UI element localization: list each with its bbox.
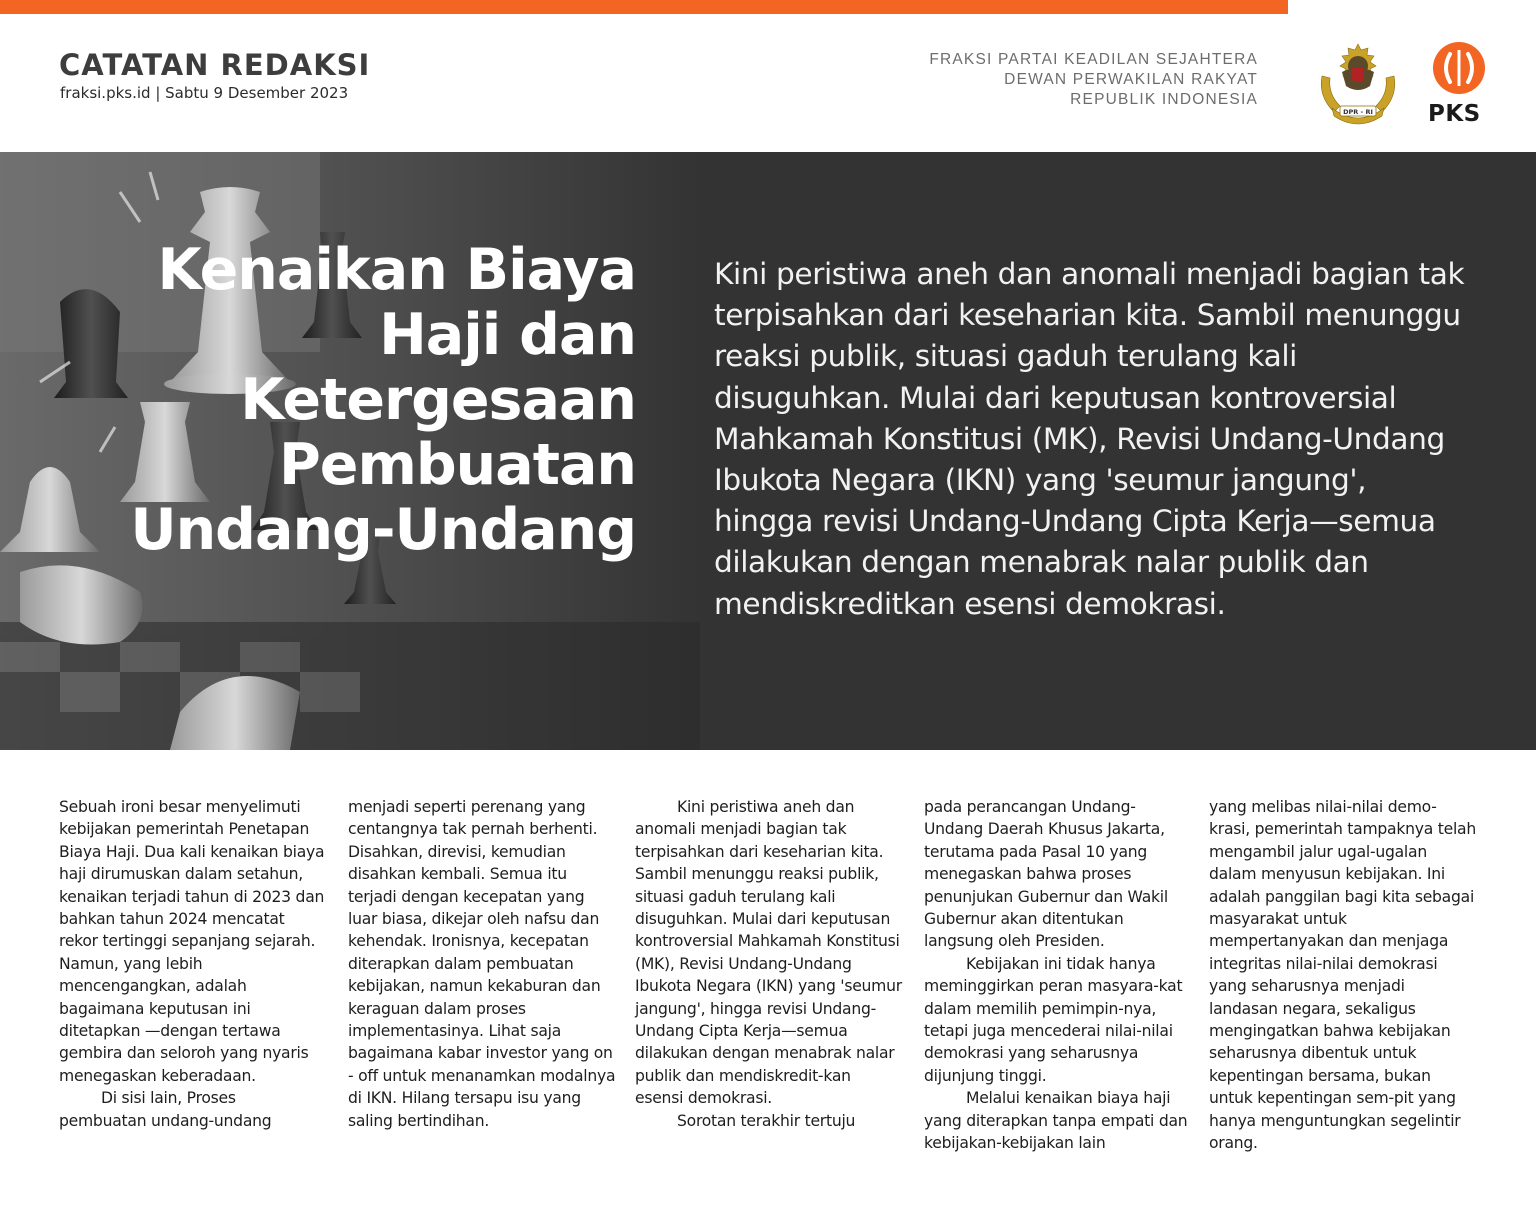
dpr-ri-emblem-icon — [1312, 36, 1404, 126]
paragraph: pada perancangan Undang-Undang Daerah Khusus Jakarta, terutama pada Pasal 10 yang menegaskan bahwa proses penunjukan Gubernur dan Wakil Gubernur akan ditentukan langsung oleh Presiden. — [924, 798, 1168, 951]
hero-banner — [0, 152, 1536, 750]
top-accent-stripe — [0, 0, 1288, 14]
paragraph: Sorotan terakhir tertuju — [677, 1111, 856, 1130]
article-column-5 — [1209, 796, 1477, 1155]
paragraph: Di sisi lain, Proses pembuatan undang-undang — [59, 1089, 272, 1130]
pks-logo-text: PKS — [1428, 101, 1481, 127]
paragraph: Kini peristiwa aneh dan anomali menjadi bagian tak terpisahkan dari keseharian kita. Sambil menunggu reaksi publik, situasi gaduh terulang kali disuguhkan. Mulai dari keputusan kontroversial Mahkamah Konstitusi (MK), Revisi Undang-Undang Ibukota Negara (IKN) yang 'seumur jangung', hingga revisi Undang-Undang Cipta Kerja—semua dilakukan dengan menabrak nalar publik dan mendiskredit-kan esensi demokrasi. — [635, 798, 902, 1108]
dateline: fraksi.pks.id | Sabtu 9 Desember 2023 — [60, 84, 349, 102]
article-headline: Kenaikan Biaya Haji dan Ketergesaan Pembuatan Undang-Undang — [130, 237, 636, 563]
paragraph: Sebuah ironi besar menyelimuti kebijakan pemerintah Penetapan Biaya Haji. Dua kali kenaikan biaya haji dirumuskan dalam setahun, kenaikan terjadi tahun di 2023 dan bahkan tahun 2024 mencatat rekor tertinggi sepanjang sejarah. Namun, yang lebih mencengangkan, adalah bagaimana keputusan ini ditetapkan —dengan tertawa gembira dan seloroh yang nyaris menegaskan keberadaan. — [59, 798, 325, 1085]
paragraph: yang melibas nilai-nilai demo-krasi, pemerintah tampaknya telah mengambil jalur ugal-ugalan dalam menyusun kebijakan. Ini adalah panggilan bagi kita sebagai masyarakat untuk mempertanyakan dan menjaga integritas nilai-nilai demokrasi yang seharusnya menjadi landasan negara, sekaligus mengingatkan bahwa kebijakan seharusnya dibentuk untuk kepentingan bersama, bukan untuk kepentingan sem-pit yang hanya menguntungkan segelintir orang. — [1209, 798, 1476, 1153]
dpr-logo-text: DPR - RI — [1343, 108, 1373, 116]
article-column-1 — [59, 796, 327, 1132]
publisher-line: FRAKSI PARTAI KEADILAN SEJAHTERA — [929, 51, 1258, 68]
paragraph: menjadi seperti perenang yang centangnya tak pernah berhenti. Disahkan, direvisi, kemudian disahkan kembali. Semua itu terjadi dengan kecepatan yang luar biasa, dikejar oleh nafsu dan kehendak. Ironisnya, kecepatan diterapkan dalam pembuatan kebijakan, namun kekaburan dan keraguan dalam proses implementasinya. Lihat saja bagaimana kabar investor yang on - off untuk menanamkan modalnya di IKN. Hilang tersapu isu yang saling bertindihan. — [348, 798, 616, 1130]
article-column-2 — [348, 796, 616, 1132]
publisher-block — [929, 50, 1258, 110]
publisher-line: REPUBLIK INDONESIA — [1070, 91, 1258, 108]
section-title: CATATAN REDAKSI — [59, 48, 371, 82]
article-column-4 — [924, 796, 1192, 1155]
publisher-line: DEWAN PERWAKILAN RAKYAT — [1004, 71, 1258, 88]
paragraph: Melalui kenaikan biaya haji yang diterapkan tanpa empati dan kebijakan-kebijakan lain — [924, 1089, 1188, 1153]
article-lead: Kini peristiwa aneh dan anomali menjadi bagian tak terpisahkan dari keseharian kita. Sambil menunggu reaksi publik, situasi gaduh terulang kali disuguhkan. Mulai dari keputusan kontroversial Mahkamah Konstitusi (MK), Revisi Undang-Undang Ibukota Negara (IKN) yang 'seumur jangung', hingga revisi Undang-Undang Cipta Kerja—semua dilakukan dengan menabrak nalar publik dan mendiskreditkan esensi demokrasi. — [714, 257, 1465, 621]
paragraph: Kebijakan ini tidak hanya meminggirkan peran masyara-kat dalam memilih pemimpin-nya, tetapi juga mencederai nilai-nilai demokrasi yang seharusnya dijunjung tinggi. — [924, 954, 1183, 1085]
article-column-3 — [635, 796, 903, 1132]
